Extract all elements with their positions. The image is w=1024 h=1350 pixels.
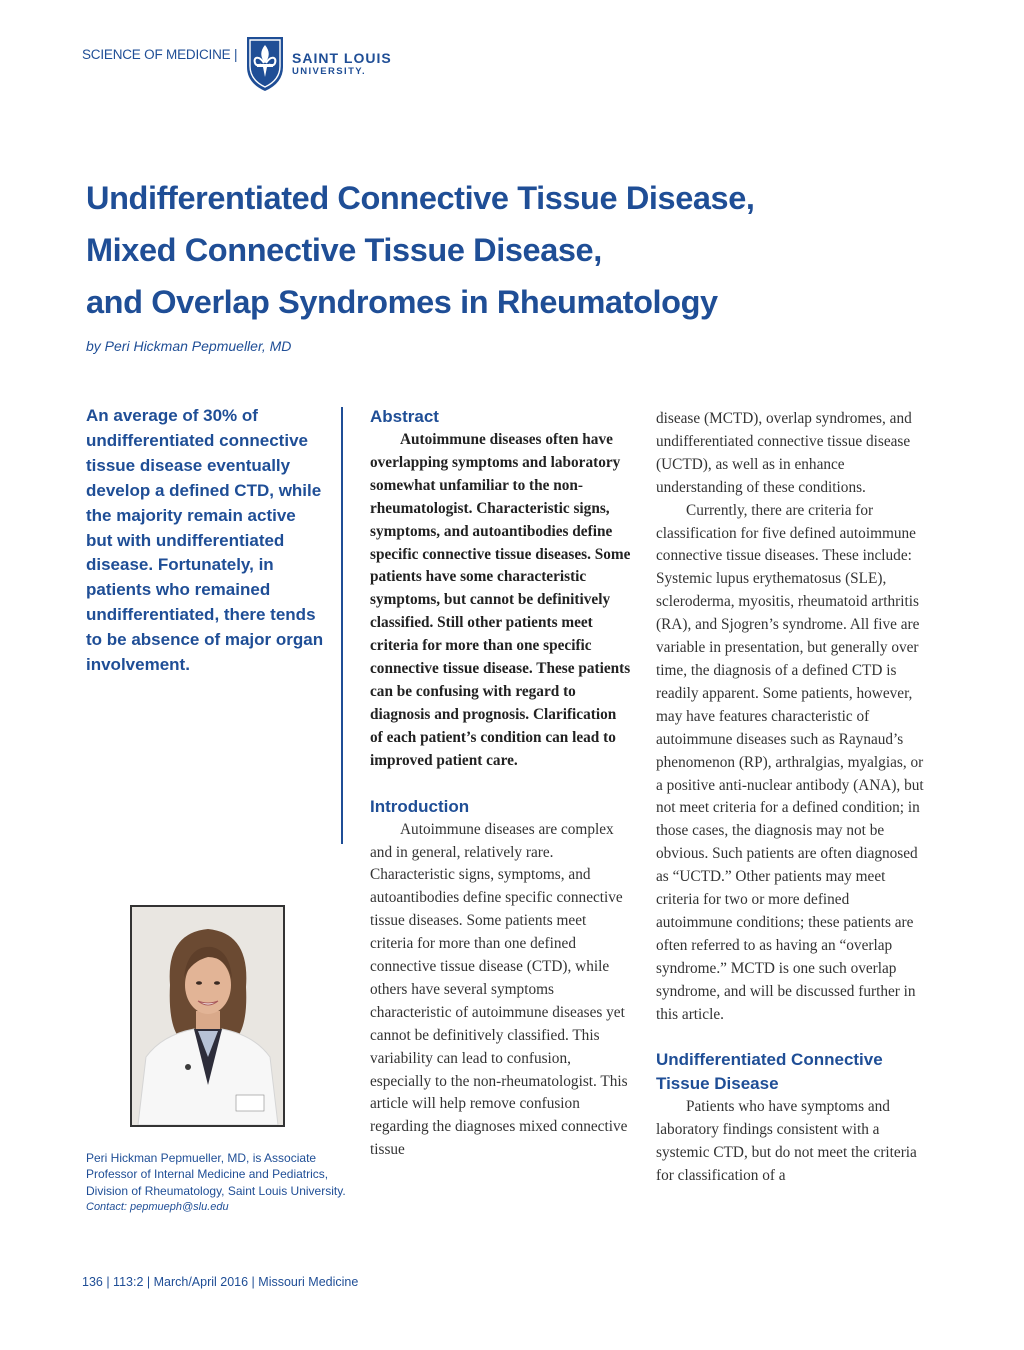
author-portrait [132,907,283,1125]
introduction-heading: Introduction [370,796,470,816]
fleur-de-lis-shield-icon [245,33,285,93]
abstract-heading: Abstract [370,407,439,426]
university-wordmark [292,51,392,78]
right-column [656,408,924,1188]
abstract-body: Autoimmune diseases often have overlapping symptoms and laboratory somewhat unfamiliar to the non-rheumatologist. Characteristic signs, symptoms, and autoantibodies define specific connective tissue diseases. Some patients have some characteristic symptoms, but cannot be definitively classified. Still other patients meet criteria for more than one specific connective tissue disease. These patients can be confusing with regard to diagnosis and prognosis. Clarification of each patient’s condition can lead to improved patient care. [370,431,631,769]
article-title [86,172,946,328]
wordmark-line2: UNIVERSITY. [292,66,366,77]
title-line: Mixed Connective Tissue Disease, [86,232,602,268]
introduction-body: Autoimmune diseases are complex and in general, relatively rare. Characteristic signs, symptoms, and autoantibodies define specific connective tissue diseases. Some patients meet criteria for more than one defined connective tissue disease (CTD), while others have several symptoms characteristic of autoimmune diseases yet cannot be definitively classified. This variability can lead to confusion, especially to the non-rheumatologist. This article will help remove confusion regarding the diagnoses mixed connective tissue [370,820,628,1159]
caption-text: Peri Hickman Pepmueller, MD, is Associate Professor of Internal Medicine and Pediatrics, Division of Rheumatology, Saint Louis University. [86,1151,346,1198]
title-line: Undifferentiated Connective Tissue Disease, [86,180,755,216]
uctd-heading: Undifferentiated Connective Tissue Disease [656,1050,883,1094]
title-line: and Overlap Syndromes in Rheumatology [86,284,718,320]
middle-column [370,405,632,1162]
author-caption [86,1150,348,1216]
right-para-1: disease (MCTD), overlap syndromes, and undifferentiated connective tissue disease (UCTD), as well as in enhance understanding of these conditions. [656,410,912,496]
section-label: SCIENCE OF MEDICINE | [82,47,238,62]
wordmark-line1: SAINT LOUIS [292,50,392,66]
pull-quote: An average of 30% of undifferentiated connective tissue disease eventually develop a defined CTD, while the majority remain active but with undifferentiated disease. Fortunately, in patients who remained undifferentiated, there tends to be absence of major organ involvement. [86,406,324,675]
author-photo [130,905,285,1127]
page-footer: 136 | 113:2 | March/April 2016 | Missouri Medicine [82,1275,359,1289]
right-para-2: Currently, there are criteria for classification for five defined autoimmune connective tissue diseases. These include: Systemic lupus erythematosus (SLE), scleroderma, myositis, rheumatoid arthritis (RA), and Sjogren’s syndrome. All five are variable in presentation, but generally over time, the diagnosis of a defined CTD is readily apparent. Some patients, however, may have features characteristic of autoimmune diseases such as Raynaud’s phenomenon (RP), arthralgias, myalgias, or a positive anti-nuclear antibody (ANA), but not meet criteria for a defined condition; in those cases, the diagnosis may not be obvious. Such patients are often diagnosed as “UCTD.” Other patients may meet criteria for two or more defined autoimmune conditions; these patients are often referred to as having an “overlap syndrome.” MCTD is one such overlap syndrome, and will be discussed further in this article. [656,501,924,1023]
byline: by Peri Hickman Pepmueller, MD [86,338,292,354]
contact-email[interactable]: Contact: pepmueph@slu.edu [86,1201,229,1214]
column-divider [341,407,343,844]
right-para-3: Patients who have symptoms and laboratory findings consistent with a systemic CTD, but do not meet the criteria for classification of a [656,1098,917,1185]
